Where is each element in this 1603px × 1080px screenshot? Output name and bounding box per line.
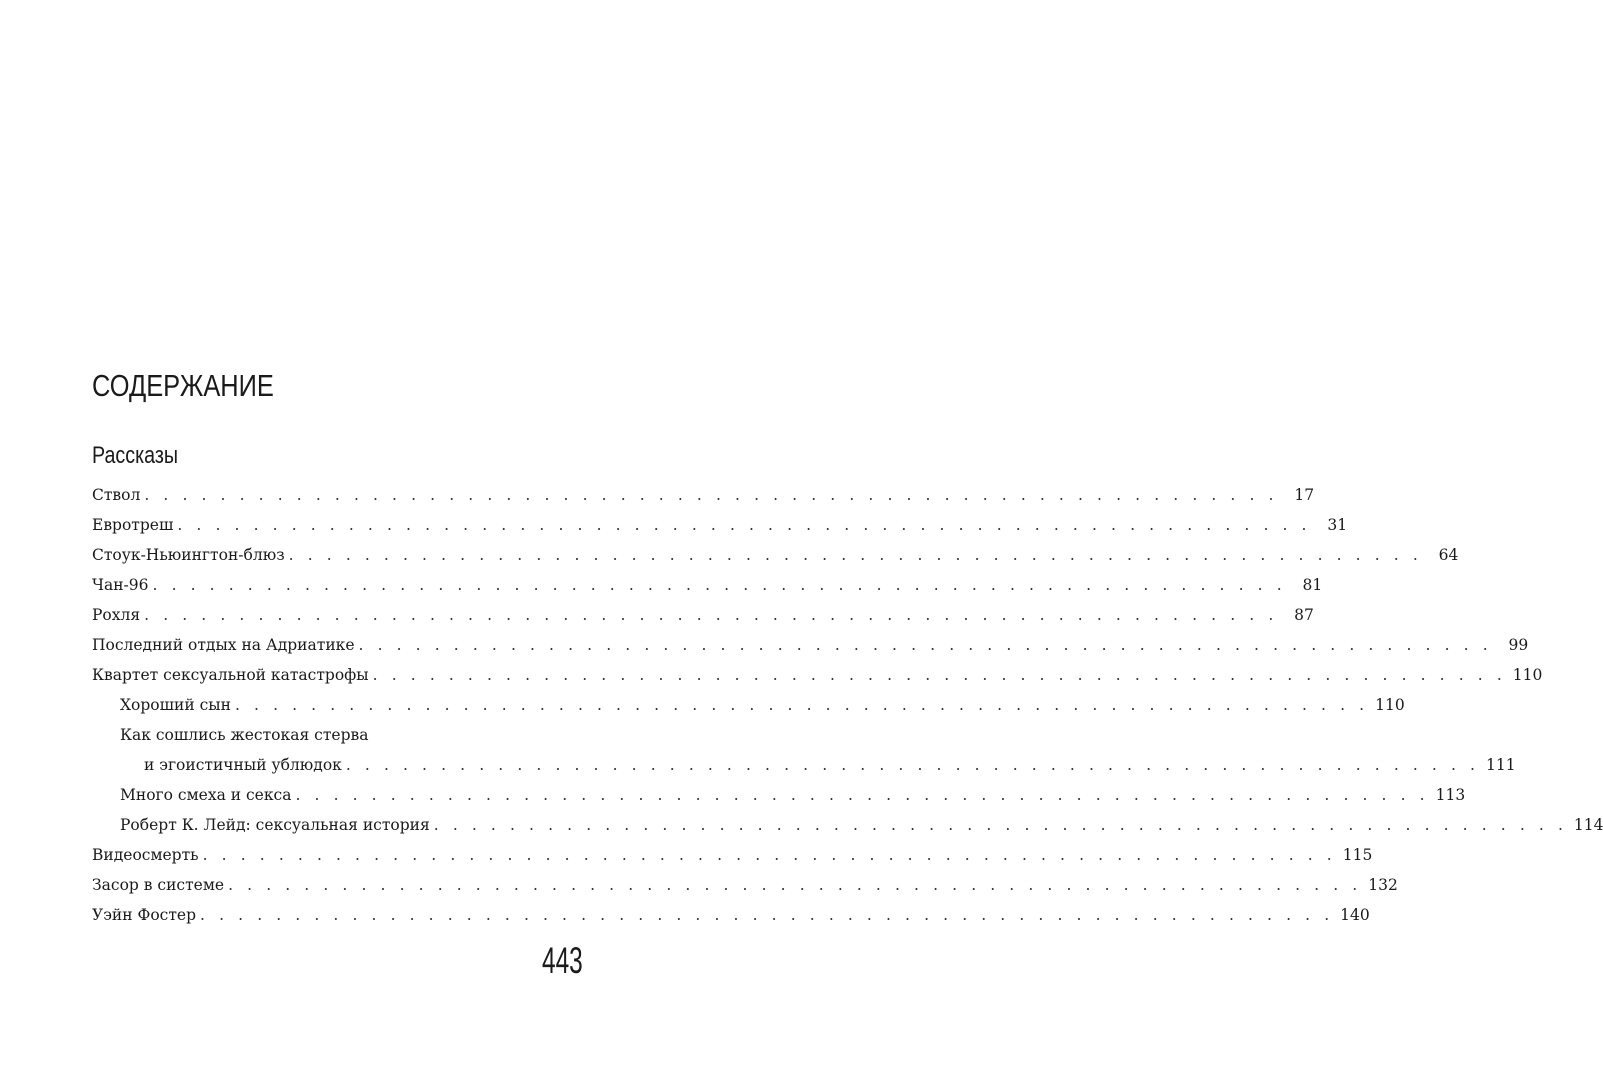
toc-entry-page: 114 [1573,816,1603,834]
toc-entry [92,510,1348,540]
toc-entry-title: Роберт К. Лейд: сексуальная история [120,816,430,834]
toc-entry [92,480,1315,510]
section-title: Рассказы [92,442,179,469]
dot-leader: . . . . . . . . . . . . . . . . . . . . . . . . . . . . . . . . . . . . . . . . . . . . . . . . . . . . . . . . . . . . [144,606,1278,624]
toc-entry [92,840,1373,870]
toc-subentry-continuation [92,750,1516,780]
toc-entry-title: Чан-96 [92,576,149,594]
toc-subentry [92,690,1405,720]
toc-entry-title: Последний отдых на Адриатике [92,636,355,654]
toc-entry [92,540,1459,570]
toc-entry-title: Много смеха и секса [120,786,292,804]
toc-entry-page: 64 [1438,546,1459,564]
toc-entry-page: 81 [1302,576,1323,594]
toc-entry-title: и эгоистичный ублюдок [144,756,342,774]
toc-entry-page: 115 [1342,846,1373,864]
dot-leader: . . . . . . . . . . . . . . . . . . . . . . . . . . . . . . . . . . . . . . . . . . . . . . . . . . . . . . . . . . . . [345,756,1480,774]
dot-leader: . . . . . . . . . . . . . . . . . . . . . . . . . . . . . . . . . . . . . . . . . . . . . . . . . . . . . . . . . . . . [288,546,1423,564]
toc-entry-page: 31 [1327,516,1348,534]
dot-leader: . . . . . . . . . . . . . . . . . . . . . . . . . . . . . . . . . . . . . . . . . . . . . . . . . . . . . . . . . . . . [200,906,1334,924]
toc-entry [92,570,1323,600]
dot-leader: . . . . . . . . . . . . . . . . . . . . . . . . . . . . . . . . . . . . . . . . . . . . . . . . . . . . . . . . . . . . [144,486,1279,504]
toc-entry-title: Стоук-Ньюингтон-блюз [92,546,285,564]
toc-subentry [92,780,1466,810]
toc-entry-page: 140 [1340,906,1370,924]
toc-entry-title: Рохля [92,606,141,624]
toc-entry-title: Квартет сексуальной катастрофы [92,666,369,684]
dot-leader: . . . . . . . . . . . . . . . . . . . . . . . . . . . . . . . . . . . . . . . . . . . . . . . . . . . . . . . . . . . . [372,666,1507,684]
toc-entry-page: 111 [1485,756,1516,774]
toc-entry-title: Уэйн Фостер [92,906,197,924]
dot-leader: . . . . . . . . . . . . . . . . . . . . . . . . . . . . . . . . . . . . . . . . . . . . . . . . . . . . . . . . . . . . [177,516,1312,534]
toc-subentry [92,810,1603,840]
toc-entry-title: Ствол [92,486,141,504]
toc-entry [92,900,1370,930]
toc-entry [92,630,1529,660]
toc-entry-page: 87 [1294,606,1314,624]
dot-leader: . . . . . . . . . . . . . . . . . . . . . . . . . . . . . . . . . . . . . . . . . . . . . . . . . . . . . . . . . . . . [234,696,1369,714]
toc-subentry [92,720,580,750]
dot-leader: . . . . . . . . . . . . . . . . . . . . . . . . . . . . . . . . . . . . . . . . . . . . . . . . . . . . . . . . . . . . [202,846,1337,864]
toc-entry-page: 113 [1435,786,1466,804]
toc-entry-page: 110 [1512,666,1543,684]
page-number: 443 [542,940,583,981]
dot-leader: . . . . . . . . . . . . . . . . . . . . . . . . . . . . . . . . . . . . . . . . . . . . . . . . . . . . . . . . . . . . [228,876,1362,894]
dot-leader: . . . . . . . . . . . . . . . . . . . . . . . . . . . . . . . . . . . . . . . . . . . . . . . . . . . . . . . . . . . . [358,636,1493,654]
page-title: СОДЕРЖАНИЕ [92,368,274,403]
dot-leader: . . . . . . . . . . . . . . . . . . . . . . . . . . . . . . . . . . . . . . . . . . . . . . . . . . . . . . . . . . . . [152,576,1287,594]
toc-entry-title: Засор в системе [92,876,225,894]
toc-entry-page: 110 [1375,696,1405,714]
toc-entry-title: Хороший сын [120,696,231,714]
toc-entry-title: Видеосмерть [92,846,199,864]
toc-entry [92,660,1543,690]
dot-leader: . . . . . . . . . . . . . . . . . . . . . . . . . . . . . . . . . . . . . . . . . . . . . . . . . . . . . . . . . . . . [295,786,1430,804]
toc-entry-page: 17 [1294,486,1315,504]
toc-entry-page: 132 [1368,876,1398,894]
toc-entry-title: Евротреш [92,516,174,534]
toc-entry [92,870,1398,900]
toc-entry [92,600,1314,630]
dot-leader: . . . . . . . . . . . . . . . . . . . . . . . . . . . . . . . . . . . . . . . . . . . . . . . . . . . . . . . . . . . . [433,816,1568,834]
toc-entry-title: Как сошлись жестокая стерва [120,726,369,744]
toc-entry-page: 99 [1508,636,1529,654]
